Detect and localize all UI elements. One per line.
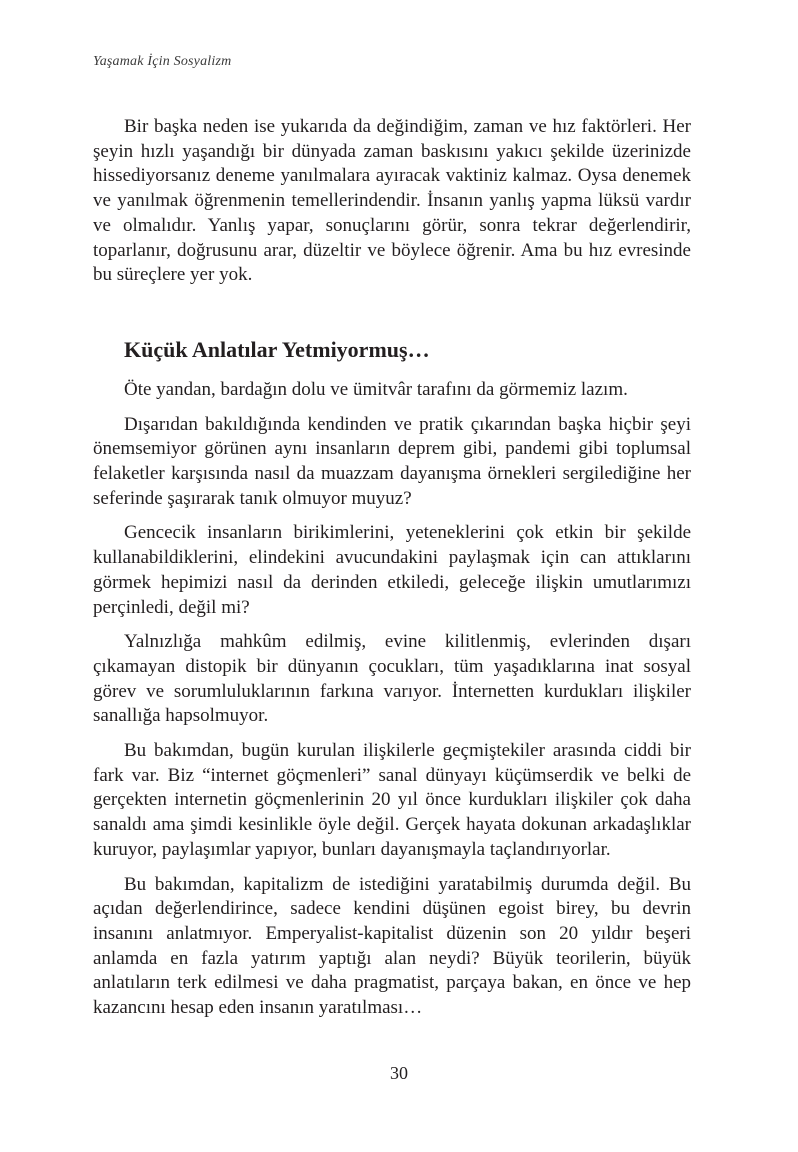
body-paragraph: Bir başka neden ise yukarıda da değindiğim, zaman ve hız faktörleri. Her şeyin hızlı yaşandığı bir dünyada zaman baskısını yakıcı şekilde üzerinizde hissediyorsanız deneme yanılmalara ayıracak vaktiniz kalmaz. Oysa denemek ve yanılmak öğrenmenin temellerindendir. İnsanın yanlış yapma lüksü vardır ve olmalıdır. Yanlış yapar, sonuçlarını görür, sonra tekrar değerlendirir, toparlanır, doğrusunu arar, düzeltir ve böylece öğrenir. Ama bu hız evresinde bu süreçlere yer yok.: [93, 116, 691, 286]
body-paragraph: Bu bakımdan, kapitalizm de istediğini yaratabilmiş durumda değil. Bu açıdan değerlendirince, sadece kendini düşünen egoist birey, bu devrin insanını anlatmıyor. Emperyalist-kapitalist düzenin son 20 yıldır beşeri anlamda en fazla yatırım yaptığı alan neydi? Büyük teorilerin, büyük anlatıların terk edilmesi ve daha pragmatist, parçaya bakan, en önce ve hep kazancını hesap eden insanın yaratılması…: [93, 873, 691, 1019]
running-header: Yaşamak İçin Sosyalizm: [93, 54, 232, 69]
page-number: 30: [390, 1063, 408, 1083]
section-heading: Küçük Anlatılar Yetmiyormuş…: [124, 336, 430, 362]
page-body: [93, 115, 691, 1031]
body-paragraph: Yalnızlığa mahkûm edilmiş, evine kilitlenmiş, evlerinden dışarı çıkamayan distopik bir dünyanın çocukları, tüm yaşadıklarına inat sosyal görev ve sorumluluklarının farkına varıyor. İnternetten kurdukları ilişkiler sanallığa hapsolmuyor.: [93, 631, 691, 727]
body-paragraph: Gencecik insanların birikimlerini, yeteneklerini çok etkin bir şekilde kullanabildiklerini, elindekini avucundakini paylaşmak için can attıklarını görmek hepimizi nasıl da derinden etkiledi, geleceğe ilişkin umutlarımızı perçinledi, değil mi?: [93, 522, 691, 618]
body-paragraph: Bu bakımdan, bugün kurulan ilişkilerle geçmiştekiler arasında ciddi bir fark var. Biz “internet göçmenleri” sanal dünyayı küçümserdik ve belki de gerçekten internetin göçmenlerinin 20 yıl önce kurdukları ilişkiler çok daha sanaldı ama şimdi kesinlikle öyle değil. Gerçek hayata dokunan arkadaşlıklar kuruyor, paylaşımlar yapıyor, bunları dayanışmayla taçlandırıyorlar.: [93, 740, 691, 860]
body-paragraph: Öte yandan, bardağın dolu ve ümitvâr tarafını da görmemiz lazım.: [124, 378, 628, 400]
body-paragraph: Dışarıdan bakıldığında kendinden ve pratik çıkarından başka hiçbir şeyi önemsemiyor görünen aynı insanların deprem gibi, pandemi gibi toplumsal felaketler karşısında nasıl da muazzam dayanışma örnekleri sergilediğine her seferinde şaşırarak tanık olmuyor muyuz?: [93, 413, 691, 509]
